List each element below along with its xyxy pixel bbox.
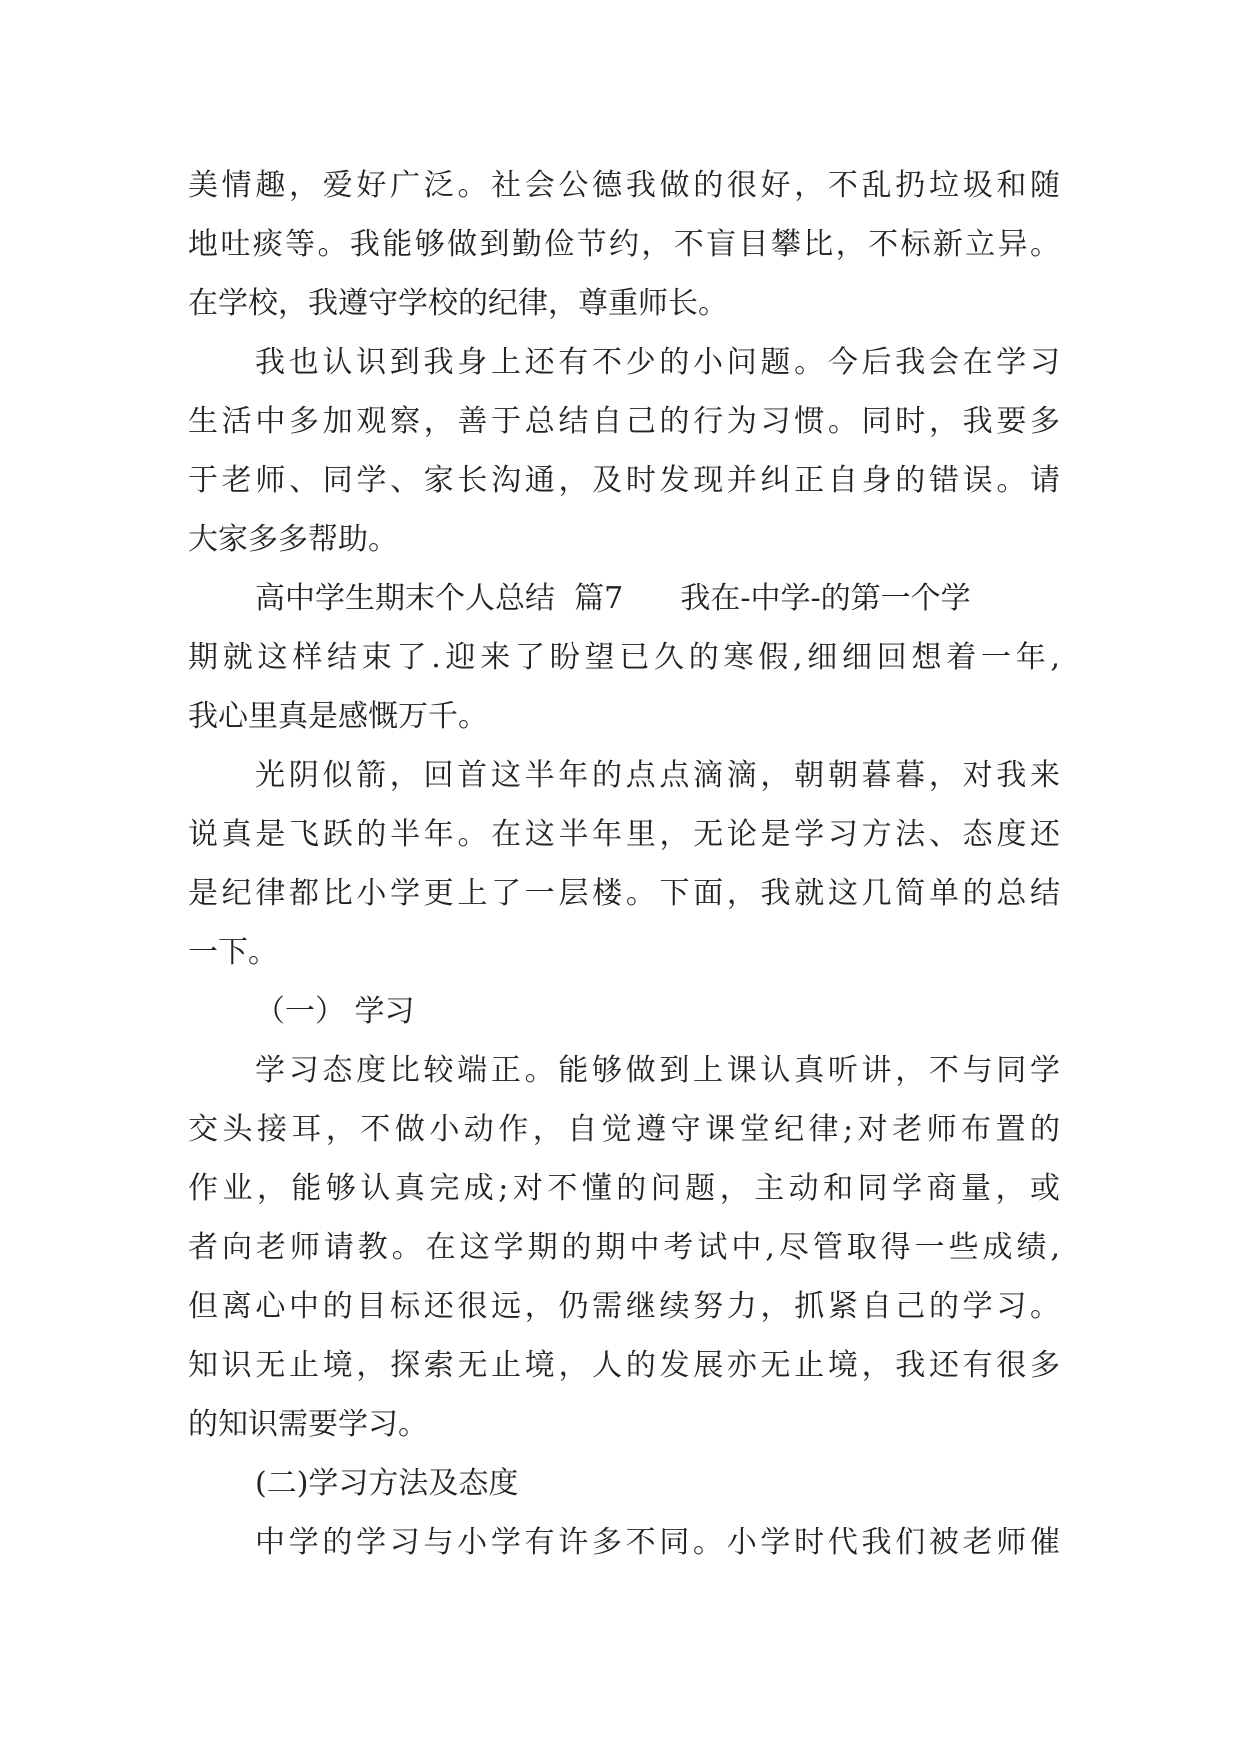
text-line: 美情趣，爱好广泛。社会公德我做的很好，不乱扔垃圾和随	[188, 168, 1060, 203]
section-heading: 高中学生期末个人总结 篇7 我在-中学-的第一个学	[255, 581, 971, 616]
subheading: (二)学习方法及态度	[255, 1466, 519, 1501]
text-line: 期就这样结束了.迎来了盼望已久的寒假,细细回想着一年,	[188, 640, 1060, 675]
text-line: 作业，能够认真完成;对不懂的问题，主动和同学商量，或	[188, 1171, 1060, 1206]
text-line: 知识无止境，探索无止境，人的发展亦无止境，我还有很多	[188, 1348, 1060, 1383]
text-line: 学习态度比较端正。能够做到上课认真听讲，不与同学	[255, 1053, 1060, 1088]
text-line: 生活中多加观察，善于总结自己的行为习惯。同时，我要多	[188, 404, 1060, 439]
text-line: 一下。	[188, 935, 278, 970]
text-line: 大家多多帮助。	[188, 522, 398, 557]
text-line: 者向老师请教。在这学期的期中考试中,尽管取得一些成绩,	[188, 1230, 1060, 1265]
text-line: 交头接耳，不做小动作，自觉遵守课堂纪律;对老师布置的	[188, 1112, 1060, 1147]
text-line: 在学校，我遵守学校的纪律，尊重师长。	[188, 286, 728, 321]
subheading: （一） 学习	[255, 994, 415, 1029]
text-line: 说真是飞跃的半年。在这半年里，无论是学习方法、态度还	[188, 817, 1060, 852]
text-line: 我也认识到我身上还有不少的小问题。今后我会在学习	[255, 345, 1060, 380]
text-line: 光阴似箭，回首这半年的点点滴滴，朝朝暮暮，对我来	[255, 758, 1060, 793]
text-line: 于老师、同学、家长沟通，及时发现并纠正自身的错误。请	[188, 463, 1060, 498]
text-line: 的知识需要学习。	[188, 1407, 428, 1442]
text-line: 是纪律都比小学更上了一层楼。下面，我就这几简单的总结	[188, 876, 1060, 911]
text-line: 我心里真是感慨万千。	[188, 699, 488, 734]
text-line: 中学的学习与小学有许多不同。小学时代我们被老师催	[255, 1525, 1060, 1560]
text-line: 地吐痰等。我能够做到勤俭节约，不盲目攀比，不标新立异。	[188, 227, 1060, 262]
text-line: 但离心中的目标还很远，仍需继续努力，抓紧自己的学习。	[188, 1289, 1060, 1324]
